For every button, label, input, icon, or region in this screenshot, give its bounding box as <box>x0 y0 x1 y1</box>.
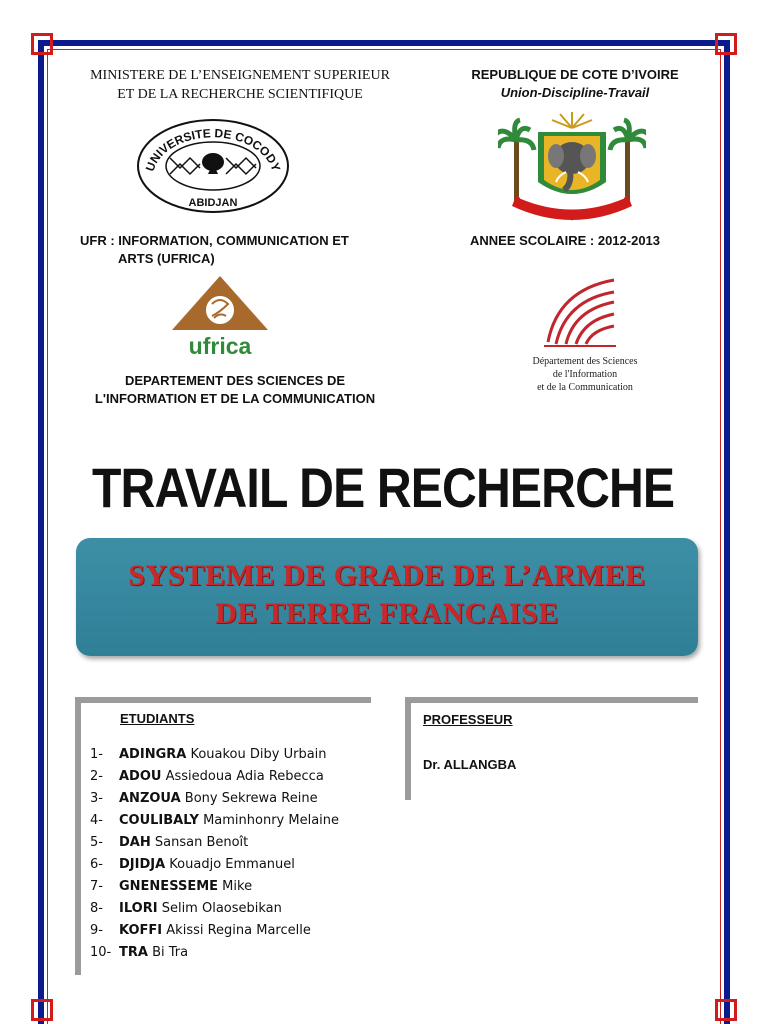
student-number: 3- <box>90 791 103 806</box>
student-surname: GNENESSEME <box>119 879 219 894</box>
list-item <box>90 788 339 810</box>
department-heading <box>60 372 410 408</box>
student-list <box>90 744 339 964</box>
students-heading: ETUDIANTS <box>120 711 195 726</box>
corner-ornament <box>31 999 53 1021</box>
list-item <box>90 766 339 788</box>
student-surname: TRA <box>119 945 148 960</box>
student-number: 7- <box>90 879 103 894</box>
student-given-names: Sansan Benoît <box>154 835 249 850</box>
student-number: 5- <box>90 835 103 850</box>
list-item <box>90 744 339 766</box>
ministry-heading <box>60 66 420 104</box>
corner-ornament <box>715 33 737 55</box>
ufr-heading <box>80 232 410 268</box>
student-surname: DAH <box>119 835 151 850</box>
school-year: ANNEE SCOLAIRE : 2012-2013 <box>470 233 661 248</box>
student-given-names: Kouakou Diby Urbain <box>190 747 327 762</box>
student-number: 6- <box>90 857 103 872</box>
student-given-names: Assiedoua Adia Rebecca <box>165 769 324 784</box>
ministry-line-2: ET DE LA RECHERCHE SCIENTIFIQUE <box>117 87 363 102</box>
list-item <box>90 942 339 964</box>
student-given-names: Bi Tra <box>152 945 189 960</box>
student-given-names: Bony Sekrewa Reine <box>184 791 318 806</box>
subtitle-banner <box>76 538 698 656</box>
ufr-line-2: ARTS (UFRICA) <box>118 251 215 266</box>
university-city: ABIDJAN <box>188 197 238 209</box>
student-surname: COULIBALY <box>119 813 199 828</box>
republic-heading <box>430 66 720 102</box>
waves-logo-icon <box>542 272 618 348</box>
department-line-1: DEPARTEMENT DES SCIENCES DE <box>124 373 346 388</box>
student-number: 1- <box>90 747 103 762</box>
student-surname: DJIDJA <box>119 857 166 872</box>
list-item <box>90 876 339 898</box>
subtitle-line-1: SYSTEME DE GRADE DE L’ARMEE <box>128 559 646 592</box>
list-item <box>90 920 339 942</box>
student-surname: KOFFI <box>119 923 163 938</box>
student-surname: ILORI <box>119 901 158 916</box>
ufrica-logo <box>168 274 272 360</box>
student-number: 10- <box>90 945 112 960</box>
elephant-coat-of-arms-icon <box>498 110 646 228</box>
student-given-names: Maminhonry Melaine <box>203 813 340 828</box>
dept-logo-caption <box>505 355 665 394</box>
dept-caption-line-3: et de la Communication <box>537 382 633 393</box>
student-given-names: Akissi Regina Marcelle <box>166 923 311 938</box>
list-item <box>90 854 339 876</box>
university-seal-logo <box>136 118 290 214</box>
dept-caption-line-2: de l'Information <box>552 369 618 380</box>
student-surname: ANZOUA <box>119 791 181 806</box>
student-given-names: Kouadjo Emmanuel <box>169 857 295 872</box>
student-surname: ADINGRA <box>119 747 187 762</box>
list-item <box>90 810 339 832</box>
corner-ornament <box>31 33 53 55</box>
university-arc-text: UNIVERSITE DE COCODY <box>142 126 284 174</box>
professor-heading: PROFESSEUR <box>423 712 513 727</box>
republic-name: REPUBLIQUE DE COTE D’IVOIRE <box>471 67 679 82</box>
list-item <box>90 898 339 920</box>
document-title: TRAVAIL DE RECHERCHE <box>92 456 675 519</box>
svg-text:·: · <box>571 218 573 224</box>
professor-name: Dr. ALLANGBA <box>423 757 517 772</box>
student-surname: ADOU <box>119 769 162 784</box>
student-number: 4- <box>90 813 103 828</box>
student-given-names: Selim Olaosebikan <box>161 901 282 916</box>
student-number: 9- <box>90 923 103 938</box>
corner-ornament <box>715 999 737 1021</box>
list-item <box>90 832 339 854</box>
ufr-line-1: UFR : INFORMATION, COMMUNICATION ET <box>80 233 349 248</box>
student-number: 2- <box>90 769 103 784</box>
ufrica-wordmark: ufrica <box>188 333 252 359</box>
ministry-line-1: MINISTERE DE L’ENSEIGNEMENT SUPERIEUR <box>90 68 390 83</box>
student-number: 8- <box>90 901 103 916</box>
dept-caption-line-1: Département des Sciences <box>532 356 638 367</box>
department-line-2: L'INFORMATION ET DE LA COMMUNICATION <box>94 391 376 406</box>
republic-motto: Union-Discipline-Travail <box>500 85 650 100</box>
student-given-names: Mike <box>222 879 253 894</box>
subtitle-line-2: DE TERRE FRANCAISE <box>215 597 559 630</box>
